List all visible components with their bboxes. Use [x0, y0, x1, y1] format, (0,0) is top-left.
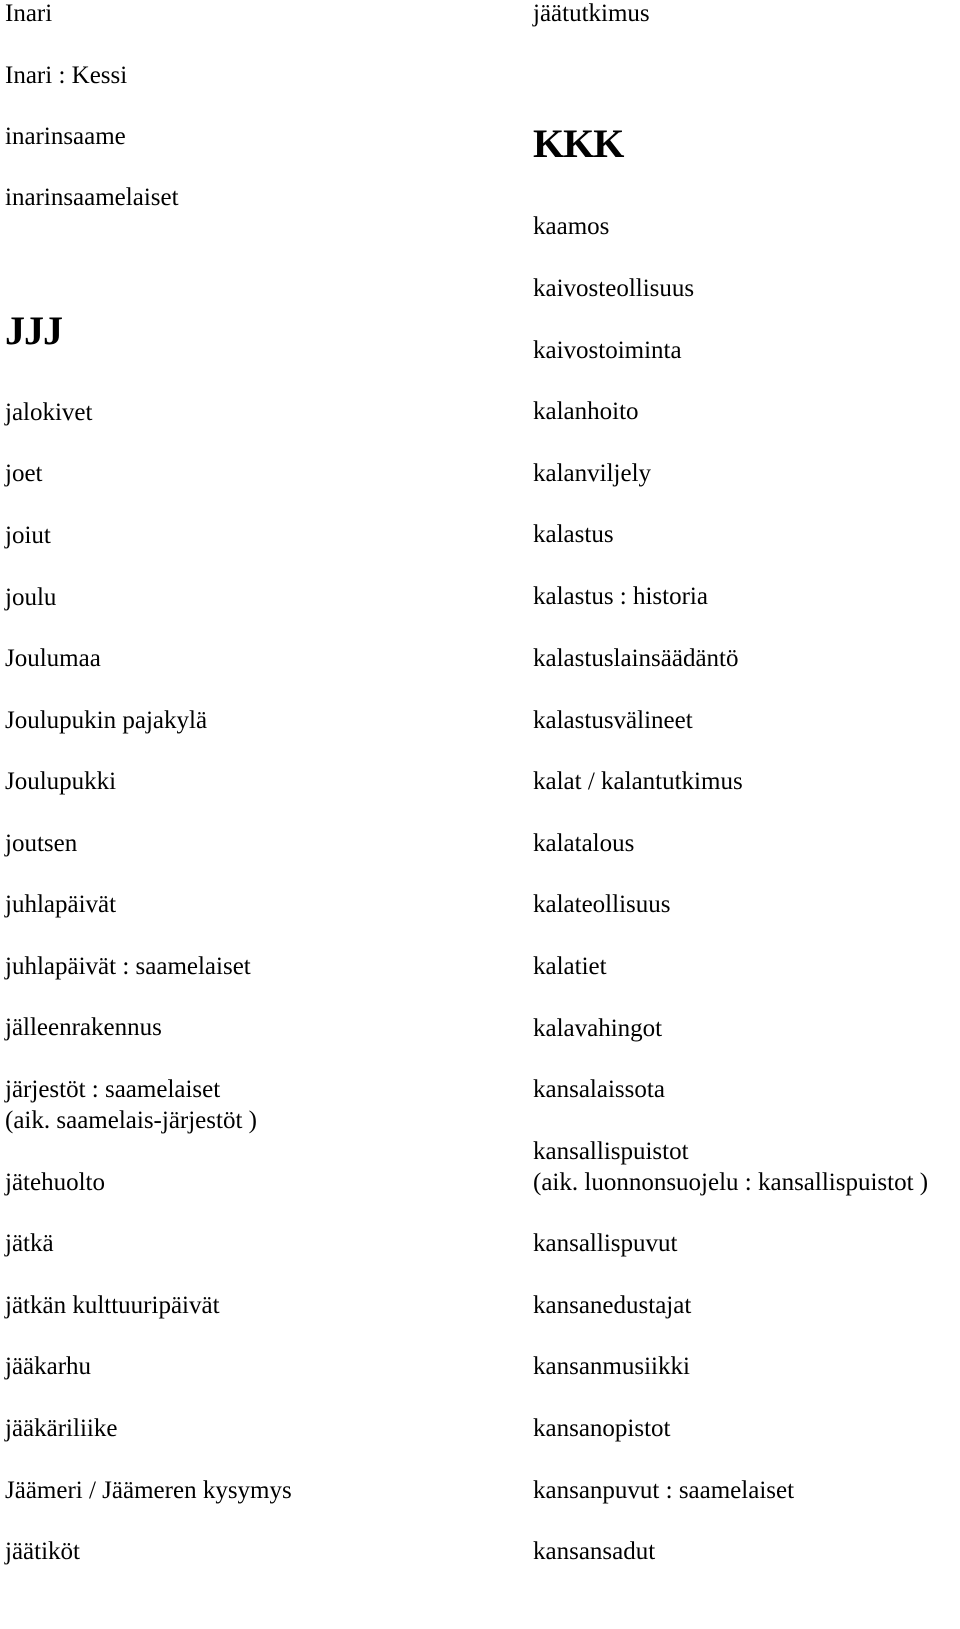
index-term: kalastusvälineet	[533, 707, 693, 734]
index-term: järjestöt : saamelaiset	[5, 1076, 221, 1103]
index-term: jäätiköt	[5, 1538, 80, 1565]
index-term: Inari : Kessi	[5, 62, 128, 89]
index-term: jätehuolto	[5, 1169, 105, 1196]
index-term: kaivosteollisuus	[533, 275, 695, 302]
index-term: joulu	[5, 584, 57, 611]
index-term: kansanopistot	[533, 1415, 671, 1442]
index-term: joiut	[5, 522, 51, 549]
index-term: jätkän kulttuuripäivät	[5, 1292, 220, 1319]
index-term: kalat / kalantutkimus	[533, 768, 743, 795]
index-term: jätkä	[5, 1230, 54, 1257]
index-term: joet	[5, 460, 43, 487]
index-term: kalanhoito	[533, 398, 639, 425]
index-term: kalatiet	[533, 953, 607, 980]
index-term: kansansadut	[533, 1538, 656, 1565]
index-term: kalastus	[533, 521, 614, 548]
index-term: jälleenrakennus	[5, 1014, 162, 1041]
section-heading-j: JJJ	[5, 308, 62, 353]
index-term: kalastus : historia	[533, 583, 708, 610]
index-term: kaivostoiminta	[533, 337, 682, 364]
index-term: Joulupukin pajakylä	[5, 707, 208, 734]
index-term: kalavahingot	[533, 1015, 663, 1042]
section-heading-k: KKK	[533, 121, 624, 166]
index-term: Inari	[5, 0, 53, 27]
index-term: inarinsaame	[5, 123, 126, 150]
index-term: kansanmusiikki	[533, 1353, 690, 1380]
index-term: juhlapäivät	[5, 891, 117, 918]
index-term: inarinsaamelaiset	[5, 184, 179, 211]
index-term: Joulumaa	[5, 645, 101, 672]
index-term: joutsen	[5, 830, 78, 857]
index-term: juhlapäivät : saamelaiset	[5, 953, 251, 980]
index-term: jääkäriliike	[5, 1415, 118, 1442]
index-term: kansallispuistot	[533, 1138, 689, 1165]
index-term: kansanpuvut : saamelaiset	[533, 1477, 795, 1504]
index-term: kansanedustajat	[533, 1292, 692, 1319]
index-term: jalokivet	[5, 399, 93, 426]
index-term: kansallispuvut	[533, 1230, 678, 1257]
index-term: kalastuslainsäädäntö	[533, 645, 739, 672]
index-term: kalanviljely	[533, 460, 652, 487]
index-term: kaamos	[533, 213, 610, 240]
index-term: kalatalous	[533, 830, 635, 857]
index-term-note: (aik. saamelais-järjestöt )	[5, 1107, 257, 1134]
index-term: kansalaissota	[533, 1076, 665, 1103]
index-term-note: (aik. luonnonsuojelu : kansallispuistot )	[533, 1169, 929, 1196]
index-term: kalateollisuus	[533, 891, 671, 918]
index-term: jääkarhu	[5, 1353, 92, 1380]
index-term: Joulupukki	[5, 768, 117, 795]
index-term: jäätutkimus	[533, 0, 650, 27]
index-term: Jäämeri / Jäämeren kysymys	[5, 1477, 292, 1504]
